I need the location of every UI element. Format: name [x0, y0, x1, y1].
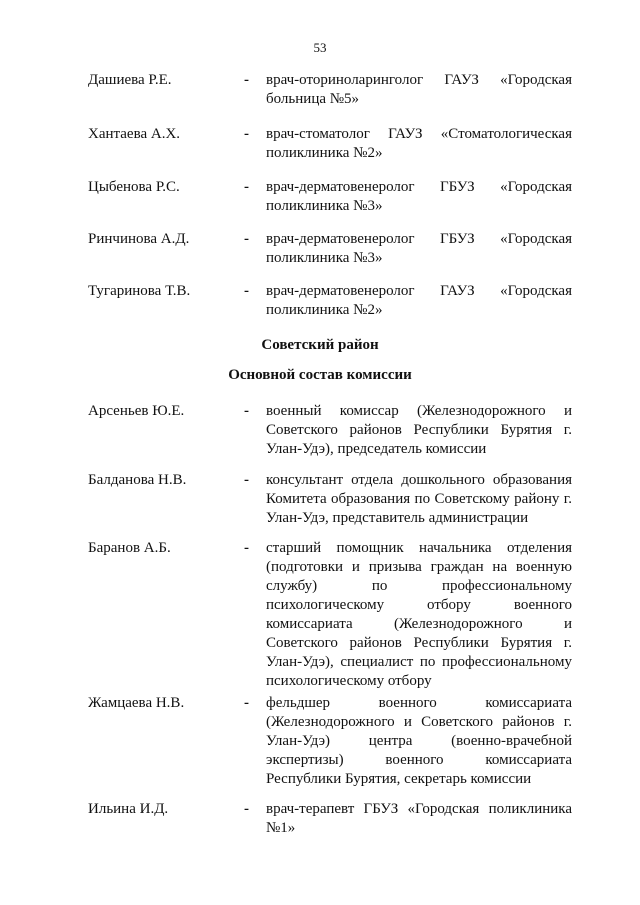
person-name: Дашиева Р.Е.	[88, 72, 172, 88]
person-name: Цыбенова Р.С.	[88, 179, 180, 195]
dash-separator: -	[244, 695, 249, 711]
person-name: Ринчинова А.Д.	[88, 231, 190, 247]
dash-separator: -	[244, 179, 249, 195]
person-role: старший помощник начальника отделения (подготовки и призыва граждан на военную службу) по профессиональному психологическому отбору военного комиссариата (Железнодорожного и Советского районов Республики Бурятия г. Улан-Удэ), специалист по профессиональному психологическому отбору	[266, 540, 572, 689]
person-name: Баранов А.Б.	[88, 540, 171, 556]
dash-separator: -	[244, 72, 249, 88]
commission-heading: Основной состав комиссии	[228, 367, 412, 383]
dash-separator: -	[244, 283, 249, 299]
person-name: Ильина И.Д.	[88, 801, 169, 817]
page-number: 53	[313, 40, 327, 55]
dash-separator: -	[244, 231, 249, 247]
person-role: консультант отдела дошкольного образования Комитета образования по Советскому району г. Улан-Удэ, представитель администрации	[266, 472, 572, 526]
person-role: врач-дерматовенеролог ГБУЗ «Городская поликлиника №3»	[266, 231, 572, 266]
dash-separator: -	[244, 472, 249, 488]
person-role: врач-дерматовенеролог ГБУЗ «Городская поликлиника №3»	[266, 179, 572, 214]
person-name: Балданова Н.В.	[88, 472, 187, 488]
person-role: врач-стоматолог ГАУЗ «Стоматологическая поликлиника №2»	[266, 126, 572, 161]
dash-separator: -	[244, 801, 249, 817]
person-name: Тугаринова Т.В.	[88, 283, 191, 299]
person-role: военный комиссар (Железнодорожного и Советского районов Республики Бурятия г. Улан-Удэ), председатель комиссии	[266, 403, 572, 457]
dash-separator: -	[244, 540, 249, 556]
person-role: врач-терапевт ГБУЗ «Городская поликлиника №1»	[266, 801, 572, 836]
person-name: Хантаева А.Х.	[88, 126, 181, 142]
person-role: врач-оториноларинголог ГАУЗ «Городская больница №5»	[266, 72, 572, 107]
person-name: Жамцаева Н.В.	[88, 695, 185, 711]
dash-separator: -	[244, 403, 249, 419]
district-heading: Советский район	[261, 337, 379, 353]
person-name: Арсеньев Ю.Е.	[88, 403, 185, 419]
person-role: врач-дерматовенеролог ГАУЗ «Городская поликлиника №2»	[266, 283, 572, 318]
dash-separator: -	[244, 126, 249, 142]
person-role: фельдшер военного комиссариата (Железнодорожного и Советского районов г. Улан-Удэ) центра (военно-врачебной экспертизы) военного комиссариата Республики Бурятия, секретарь комиссии	[266, 695, 572, 787]
